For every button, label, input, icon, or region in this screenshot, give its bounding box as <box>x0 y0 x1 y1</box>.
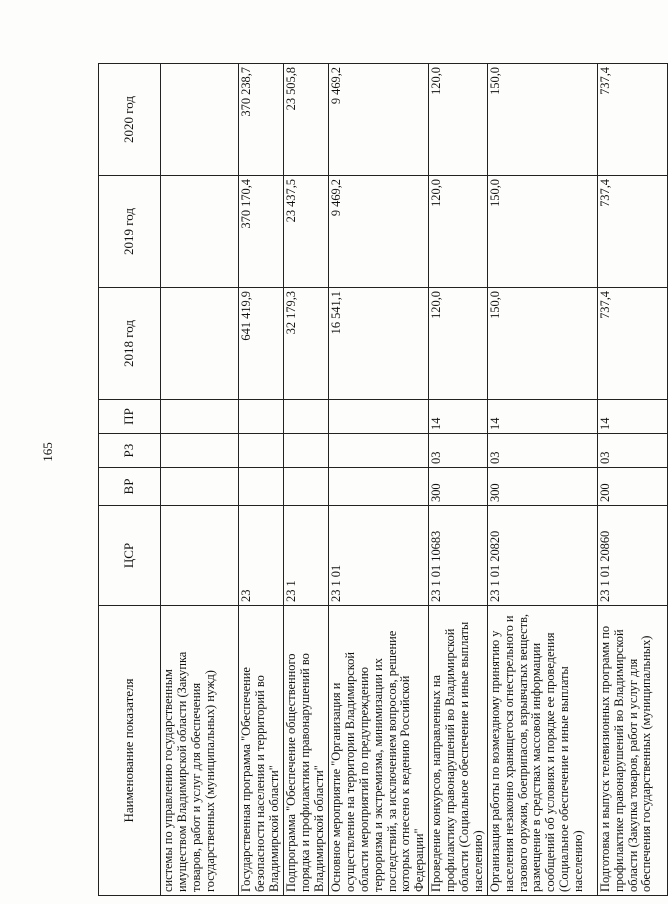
header-vr: ВР <box>99 468 161 506</box>
cell-vr: 300 <box>429 468 488 506</box>
cell-csr: 23 1 01 20860 <box>597 506 667 606</box>
header-rz: РЗ <box>99 434 161 468</box>
cell-name: Проведение конкурсов, направленных на профилактику правонарушений во Владимирской области (Социальное обеспечение и иные выплаты населению) <box>429 606 488 896</box>
cell-2020: 737,4 <box>597 64 667 176</box>
cell-2019: 23 437,5 <box>284 176 329 288</box>
cell-vr <box>284 468 329 506</box>
cell-rz <box>284 434 329 468</box>
cell-2020: 370 238,7 <box>239 64 284 176</box>
cell-2019: 120,0 <box>429 176 488 288</box>
cell-pr <box>161 400 239 434</box>
cell-vr: 300 <box>487 468 597 506</box>
cell-vr <box>329 468 429 506</box>
cell-csr: 23 1 01 20820 <box>487 506 597 606</box>
cell-2019: 9 469,2 <box>329 176 429 288</box>
cell-rz: 03 <box>597 434 667 468</box>
table-row <box>487 64 597 896</box>
cell-2018: 641 419,9 <box>239 288 284 400</box>
header-2020: 2020 год <box>99 64 161 176</box>
cell-2018: 737,4 <box>597 288 667 400</box>
cell-2018: 150,0 <box>487 288 597 400</box>
cell-csr <box>161 506 239 606</box>
cell-2019: 150,0 <box>487 176 597 288</box>
budget-table-rotated <box>98 64 654 896</box>
cell-rz: 03 <box>487 434 597 468</box>
header-name: Наименование показателя <box>99 606 161 896</box>
table-row <box>329 64 429 896</box>
cell-2020: 9 469,2 <box>329 64 429 176</box>
cell-pr <box>239 400 284 434</box>
cell-vr <box>239 468 284 506</box>
cell-2018: 16 541,1 <box>329 288 429 400</box>
cell-2020: 120,0 <box>429 64 488 176</box>
cell-name: Подготовка и выпуск телевизионных программ по профилактике правонарушений во Владимирской области (Закупка товаров, работ и услуг для обеспечения государственных (муниципальных) <box>597 606 667 896</box>
cell-rz <box>239 434 284 468</box>
table-row <box>429 64 488 896</box>
cell-name: Подпрограмма "Обеспечение общественного порядка и профилактики правонарушений во Владимирской области" <box>284 606 329 896</box>
cell-csr: 23 <box>239 506 284 606</box>
header-2019: 2019 год <box>99 176 161 288</box>
cell-2018: 120,0 <box>429 288 488 400</box>
table-row <box>239 64 284 896</box>
cell-name: системы по управлению государственным имуществом Владимирской области (Закупка товаров, работ и услуг для обеспечения государственных (муниципальных) нужд) <box>161 606 239 896</box>
cell-csr: 23 1 01 <box>329 506 429 606</box>
table-header-row <box>99 64 161 896</box>
header-csr: ЦСР <box>99 506 161 606</box>
cell-rz: 03 <box>429 434 488 468</box>
cell-2019 <box>161 176 239 288</box>
cell-2019: 737,4 <box>597 176 667 288</box>
cell-csr: 23 1 <box>284 506 329 606</box>
table-row <box>161 64 239 896</box>
cell-2020: 150,0 <box>487 64 597 176</box>
header-pr: ПР <box>99 400 161 434</box>
cell-2020 <box>161 64 239 176</box>
cell-name: Государственная программа "Обеспечение безопасности населения и территорий во Владимирской области" <box>239 606 284 896</box>
cell-2019: 370 170,4 <box>239 176 284 288</box>
cell-2018 <box>161 288 239 400</box>
budget-table <box>98 63 668 896</box>
cell-2020: 23 505,8 <box>284 64 329 176</box>
table-row <box>284 64 329 896</box>
cell-vr <box>161 468 239 506</box>
cell-name: Организация работы по возмездному принятию у населения незаконно хранящегося огнестрельного и газового оружия, боеприпасов, взрывчатых веществ, размещение в средствах массовой информации сообщений об условиях и порядке ее проведения (Социальное обеспечение и иные выплаты населению) <box>487 606 597 896</box>
cell-name: Основное мероприятие "Организация и осуществление на территории Владимирской области мероприятий по предупреждению терроризма и экстремизма, минимизации их последствий, за исключением вопросов, решение которых отнесено к ведению Российской Федерации" <box>329 606 429 896</box>
cell-rz <box>161 434 239 468</box>
header-2018: 2018 год <box>99 288 161 400</box>
cell-pr: 14 <box>429 400 488 434</box>
cell-pr <box>329 400 429 434</box>
cell-pr: 14 <box>597 400 667 434</box>
cell-pr <box>284 400 329 434</box>
cell-vr: 200 <box>597 468 667 506</box>
cell-pr: 14 <box>487 400 597 434</box>
cell-rz <box>329 434 429 468</box>
page-number: 165 <box>40 442 55 462</box>
cell-2018: 32 179,3 <box>284 288 329 400</box>
cell-csr: 23 1 01 10683 <box>429 506 488 606</box>
table-row <box>597 64 667 896</box>
